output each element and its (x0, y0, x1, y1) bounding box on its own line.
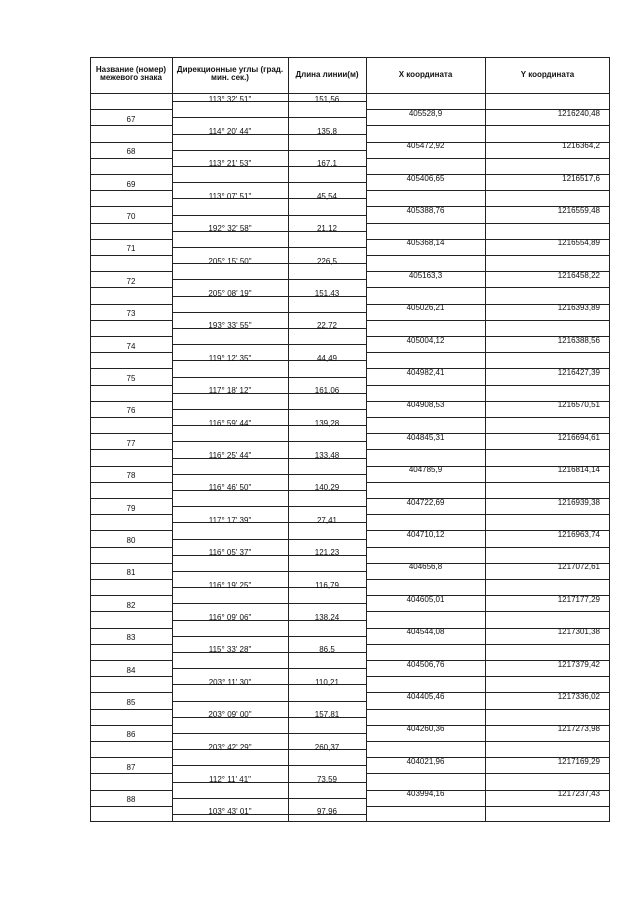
marker-name: 88 (126, 795, 136, 805)
y-coordinate: 1216814,14 (557, 465, 600, 475)
angle-value: 203° 42' 29" (208, 742, 252, 752)
row-line (90, 336, 172, 337)
length-value: 44,49 (316, 353, 338, 363)
length-value: 167,1 (316, 159, 338, 169)
row-line (288, 182, 366, 183)
row-line (485, 320, 610, 321)
row-line (366, 709, 485, 710)
row-line (90, 304, 172, 305)
row-line (90, 790, 172, 791)
x-coordinate: 405406,65 (406, 173, 445, 183)
y-coordinate: 1216963,74 (557, 529, 600, 539)
row-line (172, 701, 288, 702)
row-line (90, 611, 172, 612)
angle-value: 116° 09' 06" (208, 612, 252, 622)
column-line (288, 57, 289, 822)
marker-name: 76 (126, 406, 136, 416)
row-line (485, 676, 610, 677)
row-line (90, 660, 172, 661)
row-line (90, 725, 172, 726)
angle-value: 115° 33' 28" (208, 645, 252, 655)
y-coordinate: 1216458,22 (557, 270, 600, 280)
marker-name: 78 (126, 471, 136, 481)
x-coordinate: 405026,21 (406, 303, 445, 313)
length-value: 260,37 (314, 742, 340, 752)
marker-name: 82 (126, 600, 136, 610)
angle-value: 116° 25' 44" (208, 450, 252, 460)
row-line (90, 109, 172, 110)
row-line (172, 279, 288, 280)
marker-name: 77 (126, 438, 136, 448)
y-coordinate: 1217072,61 (557, 562, 600, 572)
length-value: 121,23 (314, 548, 340, 558)
length-value: 133,48 (314, 450, 340, 460)
marker-name: 74 (126, 341, 136, 351)
row-line (485, 287, 610, 288)
row-line (172, 571, 288, 572)
row-line (90, 125, 172, 126)
y-coordinate: 1217379,42 (557, 659, 600, 669)
row-line (172, 668, 288, 669)
row-line (366, 320, 485, 321)
angle-value: 113° 21' 53" (208, 159, 252, 169)
x-coordinate: 405163,3 (408, 270, 443, 280)
marker-name: 75 (126, 373, 136, 383)
row-line (288, 474, 366, 475)
x-coordinate: 405004,12 (406, 335, 445, 345)
y-coordinate: 1217301,38 (557, 627, 600, 637)
row-line (90, 741, 172, 742)
row-line (90, 773, 172, 774)
row-line (366, 547, 485, 548)
length-value: 138,24 (314, 612, 340, 622)
row-line (485, 741, 610, 742)
row-line (172, 474, 288, 475)
row-line (288, 506, 366, 507)
row-line (366, 417, 485, 418)
y-coordinate: 1217237,43 (557, 789, 600, 799)
marker-name: 86 (126, 730, 136, 740)
y-coordinate: 1216388,56 (557, 335, 600, 345)
row-line (90, 206, 172, 207)
length-value: 226,5 (316, 256, 338, 266)
row-line (172, 603, 288, 604)
row-line (90, 142, 172, 143)
row-line (90, 514, 172, 515)
x-coordinate: 404656,8 (408, 562, 443, 572)
row-line (288, 117, 366, 118)
row-line (90, 223, 172, 224)
length-value: 73,59 (316, 774, 338, 784)
row-line (172, 409, 288, 410)
length-value: 157,81 (314, 710, 340, 720)
y-coordinate: 1216517,6 (562, 173, 600, 183)
y-coordinate: 1216427,39 (557, 367, 600, 377)
angle-value: 114° 20' 44" (208, 126, 252, 136)
length-value: 151,43 (314, 288, 340, 298)
x-coordinate: 405528,9 (408, 108, 443, 118)
angle-value: 116° 19' 25" (208, 580, 252, 590)
angle-value: 205° 08' 19" (208, 288, 252, 298)
row-line (172, 215, 288, 216)
row-line (485, 352, 610, 353)
angle-value: 205° 15' 50" (208, 256, 252, 266)
row-line (288, 798, 366, 799)
y-coordinate: 1216364,2 (562, 141, 600, 151)
angle-value: 192° 32' 58" (208, 224, 252, 234)
length-value: 151,56 (314, 94, 340, 104)
y-coordinate: 1216554,89 (557, 238, 600, 248)
row-line (90, 482, 172, 483)
row-line (288, 409, 366, 410)
x-coordinate: 405388,76 (406, 205, 445, 215)
row-line (172, 733, 288, 734)
row-line (366, 255, 485, 256)
row-line (366, 385, 485, 386)
row-line (172, 312, 288, 313)
x-coordinate: 404260,36 (406, 724, 445, 734)
angle-value: 203° 09' 00" (208, 710, 252, 720)
row-line (172, 798, 288, 799)
x-coordinate: 404605,01 (406, 594, 445, 604)
length-value: 135,8 (316, 126, 338, 136)
length-value: 161,06 (314, 386, 340, 396)
x-coordinate: 404021,96 (406, 756, 445, 766)
row-line (485, 190, 610, 191)
marker-name: 83 (126, 633, 136, 643)
row-line (90, 595, 172, 596)
x-coordinate: 404982,41 (406, 367, 445, 377)
angle-value: 203° 11' 30" (208, 677, 252, 687)
header-y: Y координата (520, 70, 575, 79)
column-line (172, 57, 173, 822)
row-line (366, 741, 485, 742)
row-line (288, 603, 366, 604)
row-line (172, 765, 288, 766)
y-coordinate: 1217177,29 (557, 594, 600, 604)
row-line (485, 223, 610, 224)
row-line (366, 806, 485, 807)
row-line (90, 563, 172, 564)
marker-name: 70 (126, 211, 136, 221)
row-line (485, 125, 610, 126)
column-line (366, 57, 367, 822)
row-line (90, 644, 172, 645)
row-line (90, 174, 172, 175)
marker-name: 87 (126, 762, 136, 772)
row-line (288, 312, 366, 313)
row-line (288, 377, 366, 378)
row-line (90, 239, 172, 240)
column-line (609, 57, 610, 822)
row-line (366, 644, 485, 645)
angle-value: 113° 07' 51" (208, 191, 252, 201)
coordinates-table (90, 57, 610, 826)
y-coordinate: 1217169,29 (557, 756, 600, 766)
row-line (90, 352, 172, 353)
row-line (172, 247, 288, 248)
row-line (485, 579, 610, 580)
marker-name: 69 (126, 179, 136, 189)
x-coordinate: 404908,53 (406, 400, 445, 410)
row-line (90, 417, 172, 418)
length-value: 86,5 (319, 645, 335, 655)
row-line (172, 377, 288, 378)
x-coordinate: 405368,14 (406, 238, 445, 248)
row-line (90, 530, 172, 531)
row-line (485, 709, 610, 710)
row-line (90, 158, 172, 159)
row-line (90, 498, 172, 499)
row-line (90, 676, 172, 677)
row-line (366, 223, 485, 224)
angle-value: 103° 43' 01" (208, 807, 252, 817)
row-line (90, 757, 172, 758)
row-line (366, 352, 485, 353)
header-x: X координата (398, 70, 453, 79)
marker-name: 84 (126, 665, 136, 675)
row-line (366, 514, 485, 515)
length-value: 97,96 (316, 807, 338, 817)
row-line (366, 676, 485, 677)
x-coordinate: 403994,16 (406, 789, 445, 799)
angle-value: 117° 18' 12" (208, 386, 252, 396)
header-bottom-line (90, 93, 610, 94)
row-line (172, 636, 288, 637)
y-coordinate: 1216393,89 (557, 303, 600, 313)
row-line (90, 449, 172, 450)
length-value: 21,12 (316, 224, 338, 234)
angle-value: 193° 33' 55" (208, 321, 252, 331)
row-line (288, 571, 366, 572)
row-line (485, 773, 610, 774)
row-line (288, 150, 366, 151)
angle-value: 119° 12' 35" (208, 353, 252, 363)
row-line (90, 466, 172, 467)
row-line (485, 514, 610, 515)
row-line (485, 547, 610, 548)
length-value: 116,79 (315, 580, 339, 590)
row-line (172, 150, 288, 151)
row-line (366, 611, 485, 612)
row-line (90, 401, 172, 402)
x-coordinate: 404405,46 (406, 691, 445, 701)
angle-value: 117° 17' 39" (208, 515, 252, 525)
row-line (90, 287, 172, 288)
row-line (288, 247, 366, 248)
row-line (90, 190, 172, 191)
y-coordinate: 1216570,51 (557, 400, 600, 410)
marker-name: 73 (126, 309, 136, 319)
row-line (288, 668, 366, 669)
row-line (366, 773, 485, 774)
x-coordinate: 404845,31 (406, 432, 445, 442)
length-value: 139,28 (314, 418, 340, 428)
length-value: 45,54 (316, 191, 338, 201)
row-line (366, 190, 485, 191)
row-line (172, 441, 288, 442)
angle-value: 116° 59' 44" (208, 418, 252, 428)
row-line (288, 765, 366, 766)
marker-name: 67 (126, 114, 136, 124)
row-line (172, 506, 288, 507)
length-value: 140,29 (314, 483, 340, 493)
row-line (485, 158, 610, 159)
row-line (172, 344, 288, 345)
y-coordinate: 1216240,48 (557, 108, 600, 118)
y-coordinate: 1216559,48 (557, 205, 600, 215)
row-line (90, 709, 172, 710)
column-line (485, 57, 486, 822)
row-line (485, 644, 610, 645)
row-line (485, 482, 610, 483)
length-value: 110,21 (315, 677, 339, 687)
row-line (288, 279, 366, 280)
marker-name: 80 (126, 535, 136, 545)
marker-name: 85 (126, 697, 136, 707)
marker-name: 68 (126, 147, 136, 157)
row-line (485, 417, 610, 418)
marker-name: 72 (126, 276, 136, 286)
row-line (172, 539, 288, 540)
row-line (485, 385, 610, 386)
row-line (366, 482, 485, 483)
angle-value: 112° 11' 41" (209, 774, 251, 784)
row-line (90, 385, 172, 386)
y-coordinate: 1216939,38 (557, 497, 600, 507)
row-line (366, 449, 485, 450)
angle-value: 116° 46' 50" (208, 483, 252, 493)
row-line (90, 547, 172, 548)
row-line (288, 344, 366, 345)
header-length: Длина линии(м) (295, 70, 359, 79)
table-bottom-border (90, 821, 610, 822)
row-line (288, 215, 366, 216)
row-line (288, 539, 366, 540)
row-line (288, 733, 366, 734)
row-line (366, 125, 485, 126)
row-line (485, 255, 610, 256)
row-line (90, 255, 172, 256)
row-line (366, 579, 485, 580)
row-line (172, 117, 288, 118)
row-line (90, 579, 172, 580)
y-coordinate: 1216694,61 (557, 432, 600, 442)
row-line (90, 806, 172, 807)
header-name: Название (номер) межевого знака (95, 65, 167, 82)
row-line (172, 182, 288, 183)
x-coordinate: 404722,69 (406, 497, 445, 507)
row-line (90, 628, 172, 629)
row-line (288, 441, 366, 442)
table-top-border (90, 57, 610, 58)
x-coordinate: 404710,12 (406, 529, 445, 539)
length-value: 27,41 (316, 515, 338, 525)
column-line (90, 57, 91, 822)
header-angle: Дирекционные углы (град. мин. сек.) (176, 65, 284, 82)
row-line (485, 806, 610, 807)
y-coordinate: 1217336,02 (557, 691, 600, 701)
x-coordinate: 404506,76 (406, 659, 445, 669)
marker-name: 71 (126, 244, 136, 254)
row-line (90, 368, 172, 369)
row-line (90, 271, 172, 272)
row-line (366, 287, 485, 288)
x-coordinate: 404785,9 (408, 465, 443, 475)
row-line (288, 701, 366, 702)
row-line (90, 433, 172, 434)
angle-value: 116° 05' 37" (208, 548, 252, 558)
angle-value: 113° 32' 51" (208, 94, 252, 104)
row-line (90, 320, 172, 321)
marker-name: 81 (126, 568, 136, 578)
x-coordinate: 404544,08 (406, 627, 445, 637)
row-line (485, 449, 610, 450)
row-line (366, 158, 485, 159)
length-value: 22,72 (316, 321, 338, 331)
row-line (90, 692, 172, 693)
y-coordinate: 1217273,98 (557, 724, 600, 734)
marker-name: 79 (126, 503, 136, 513)
row-line (288, 636, 366, 637)
row-line (485, 611, 610, 612)
x-coordinate: 405472,92 (406, 141, 445, 151)
